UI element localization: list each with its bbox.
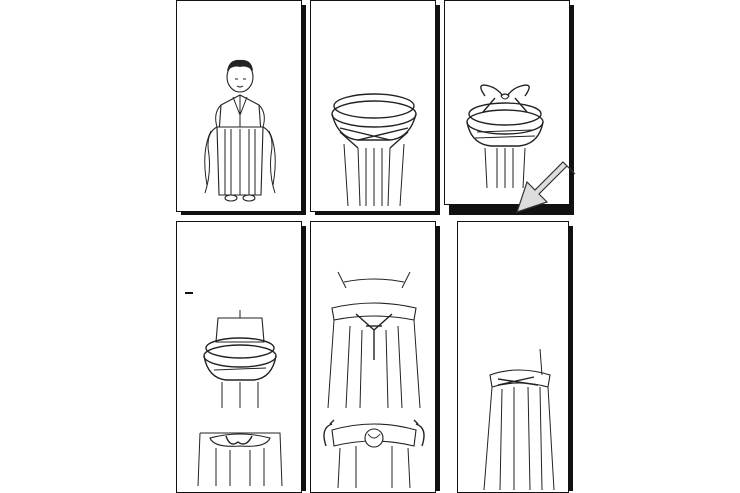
step-2-text bbox=[319, 6, 427, 23]
step-1-text bbox=[185, 6, 295, 23]
arrow-down-left-icon bbox=[505, 160, 580, 220]
koshi-ita-label bbox=[185, 292, 193, 294]
person-holding-hakama-illustration bbox=[195, 55, 285, 205]
peg-into-sash-illustration bbox=[190, 308, 290, 488]
step-4-text bbox=[185, 229, 295, 246]
wrap-sashes-illustration bbox=[318, 88, 430, 206]
step-5-text bbox=[319, 229, 427, 246]
hakama-side-view-illustration bbox=[478, 345, 558, 490]
step-6-text bbox=[465, 229, 561, 246]
tie-back-sashes-illustration bbox=[316, 268, 432, 488]
step-3-text bbox=[452, 6, 564, 23]
